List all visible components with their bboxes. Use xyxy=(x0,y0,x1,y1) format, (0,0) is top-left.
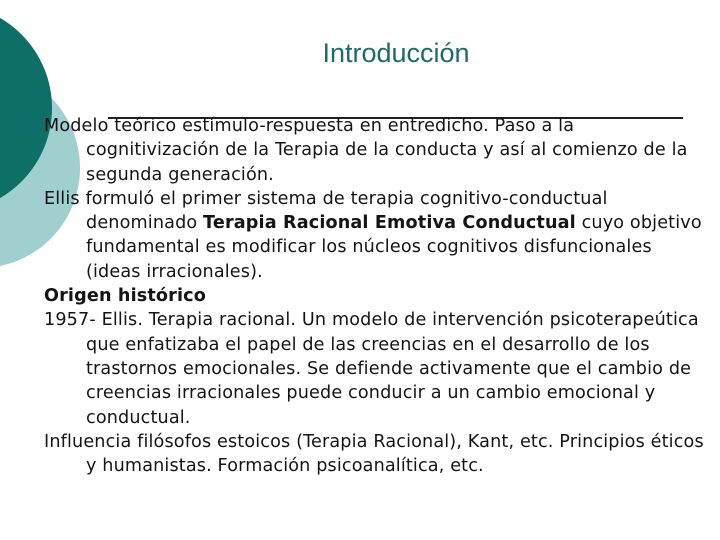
bold-text: Origen histórico xyxy=(44,286,206,307)
body-paragraph xyxy=(44,284,712,308)
paragraph-text: Modelo teórico estímulo-respuesta en entredicho. Paso a la cognitivización de la Terapia de la conducta y así al comienzo de la segunda generación. xyxy=(44,116,688,185)
slide-body xyxy=(44,114,712,478)
body-paragraph xyxy=(44,114,712,187)
paragraph-text: Ellis formuló el primer sistema de terapia cognitivo-conductual denominado xyxy=(44,188,608,234)
slide-title: Introducción xyxy=(322,38,470,68)
bold-text: Terapia Racional Emotiva Conductual xyxy=(203,213,576,234)
paragraph-text: Influencia filósofos estoicos (Terapia Racional), Kant, etc. Principios éticos y humanistas. Formación psicoanalítica, etc. xyxy=(44,431,704,477)
body-paragraph xyxy=(44,187,712,284)
paragraph-text: cuyo objetivo fundamental es modificar los núcleos cognitivos disfuncionales (ideas irracionales). xyxy=(86,213,702,282)
body-paragraph xyxy=(44,430,712,479)
paragraph-text: 1957- Ellis. Terapia racional. Un modelo de intervención psicoterapeútica que enfatizaba el papel de las creencias en el desarrollo de los trastornos emocionales. Se defiende activamente que el cambio de creencias irracionales puede conducir a un cambio emocional y conductual. xyxy=(44,310,699,428)
body-paragraph xyxy=(44,308,712,429)
